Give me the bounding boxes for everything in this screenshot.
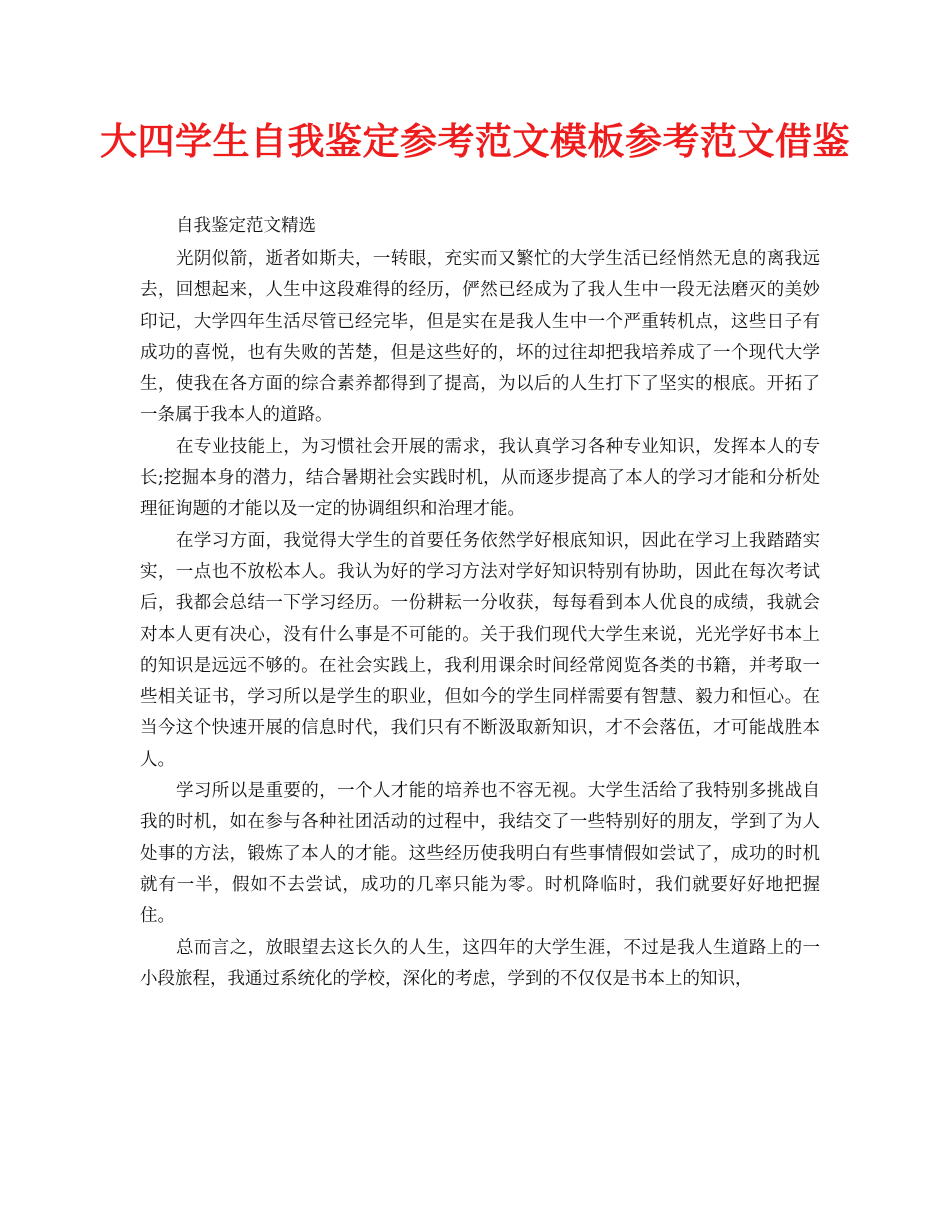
paragraph-3: 在学习方面，我觉得大学生的首要任务依然学好根底知识，因此在学习上我踏踏实实，一点也不放松本人。我认为好的学习方法对学好知识特别有协助，因此在每次考试后，我都会总结一下学习经历。一份耕耘一分收获，每每看到本人优良的成绩，我就会对本人更有决心，没有什么事是不可能的。关于我们现代大学生来说，光光学好书本上的知识是远远不够的。在社会实践上，我利用课余时间经常阅览各类的书籍，并考取一些相关证书，学习所以是学生的职业，但如今的学生同样需要有智慧、毅力和恒心。在当今这个快速开展的信息时代，我们只有不断汲取新知识，才不会落伍，才可能战胜本人。 [140,530,820,770]
paragraph-4: 学习所以是重要的，一个人才能的培养也不容无视。大学生活给了我特别多挑战自我的时机，如在参与各种社团活动的过程中，我结交了一些特别好的朋友，学到了为人处事的方法，锻炼了本人的才能。这些经历使我明白有些事情假如尝试了，成功的时机就有一半，假如不去尝试，成功的几率只能为零。时机降临时，我们就要好好地把握住。 [140,781,820,927]
paragraph-2: 在专业技能上，为习惯社会开展的需求，我认真学习各种专业知识，发挥本人的专长;挖掘本身的潜力，结合暑期社会实践时机，从而逐步提高了本人的学习才能和分析处理征询题的才能以及一定的协调组织和治理才能。 [140,436,820,520]
document-title: 大四学生自我鉴定参考范文模板参考范文借鉴 [100,120,850,163]
document-body [140,213,820,995]
subtitle-row [140,213,820,244]
paragraph-1: 光阴似箭，逝者如斯夫，一转眼，充实而又繁忙的大学生活已经悄然无息的离我远去，回想起来，人生中这段难得的经历，俨然已经成为了我人生中一段无法磨灭的美妙印记，大学四年生活尽管已经完毕，但是实在是我人生中一个严重转机点，这些日子有成功的喜悦，也有失败的苦楚，但是这些好的，坏的过往却把我培养成了一个现代大学生，使我在各方面的综合素养都得到了提高，为以后的人生打下了坚实的根底。开拓了一条属于我本人的道路。 [140,249,820,426]
paragraph-5: 总而言之，放眼望去这长久的人生，这四年的大学生涯，不过是我人生道路上的一小段旅程，我通过系统化的学校，深化的考虑，学到的不仅仅是书本上的知识， [140,937,820,989]
document-subtitle: 自我鉴定范文精选 [176,216,316,236]
